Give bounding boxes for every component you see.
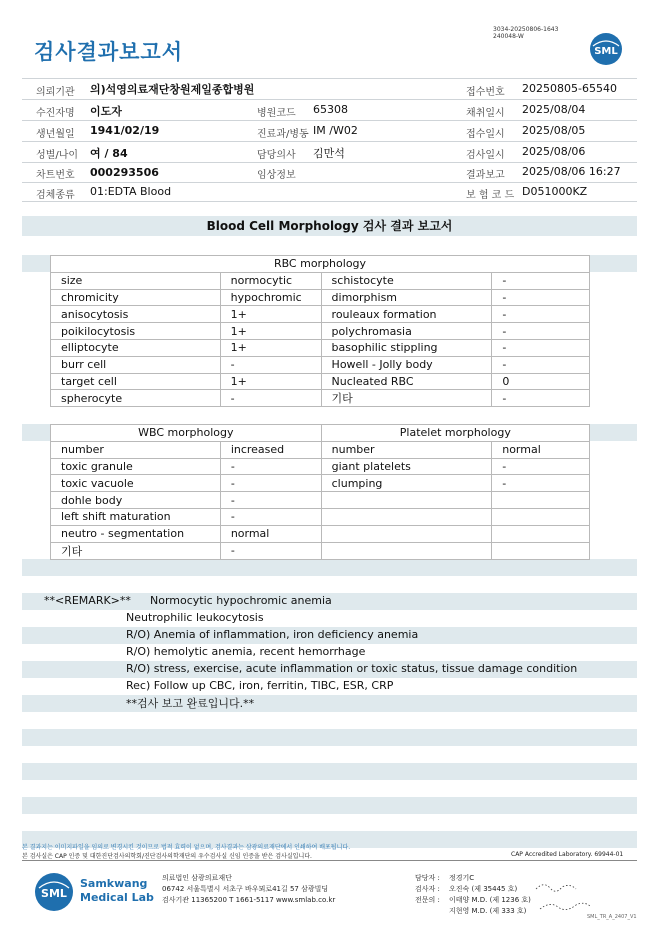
brand-name-line2: Medical Lab [80, 891, 154, 904]
rbc-result: - [492, 272, 590, 289]
row-band [22, 695, 637, 712]
sml-logo-icon [589, 32, 623, 66]
platelet-item: clumping [321, 475, 492, 492]
rbc-item: spherocyte [51, 390, 221, 407]
table-row [51, 373, 590, 390]
foundation-address: 06742 서울특별시 서초구 바우뫼로41길 57 삼광빌딩 [162, 885, 329, 893]
table-row [51, 542, 590, 559]
hospital-code-label: 병원코드 [257, 108, 296, 119]
platelet-result [492, 492, 590, 509]
dept-label: 진료과/병동 [257, 129, 309, 140]
wbc-result: - [220, 475, 321, 492]
rbc-item: anisocytosis [51, 306, 221, 323]
table-row [51, 508, 590, 525]
remark-line: **검사 보고 완료입니다.** [126, 697, 255, 710]
info-divider [22, 141, 637, 142]
wbc-result: - [220, 492, 321, 509]
wbc-item: left shift maturation [51, 508, 221, 525]
chart-no-label: 차트번호 [36, 170, 75, 181]
table-row [51, 272, 590, 289]
doctor-value: 김만석 [313, 147, 345, 160]
platelet-table-title: Platelet morphology [321, 425, 589, 442]
rbc-item: dimorphism [321, 289, 492, 306]
platelet-result [492, 542, 590, 559]
table-row [51, 492, 590, 509]
platelet-result: - [492, 475, 590, 492]
rbc-item: chromicity [51, 289, 221, 306]
remark-line: R/O) stress, exercise, acute inflammation or toxic status, tissue damage condition [126, 662, 578, 675]
table-row [51, 289, 590, 306]
rbc-item: schistocyte [321, 272, 492, 289]
sex-age-label: 성별/나이 [36, 150, 79, 161]
staff-manager-value: 정경기C [449, 874, 475, 882]
report-code-line1: 3034-20250806-1643 [493, 26, 559, 33]
rbc-result: hypochromic [220, 289, 321, 306]
report-date-value: 2025/08/06 16:27 [522, 165, 621, 178]
wbc-item: number [51, 441, 221, 458]
table-row [51, 323, 590, 340]
receipt-no-label: 접수번호 [466, 87, 505, 98]
cap-accreditation: CAP Accredited Laboratory. 69944-01 [511, 851, 624, 858]
birth-value: 1941/02/19 [90, 124, 160, 137]
sex-age-value: 여 / 84 [90, 147, 128, 160]
rbc-result: 0 [492, 373, 590, 390]
rbc-item: Nucleated RBC [321, 373, 492, 390]
rbc-result: - [492, 306, 590, 323]
rbc-item: burr cell [51, 356, 221, 373]
chart-no-value: 000293506 [90, 166, 159, 179]
form-code: SML_TR_A_2407_V1 [587, 914, 637, 920]
clinical-info-label: 임상정보 [257, 170, 296, 181]
rbc-result: - [492, 289, 590, 306]
footer-divider [22, 860, 637, 861]
staff-doctor-value: 이태양 M.D. (제 1236 호) [449, 896, 531, 904]
remark-line: R/O) Anemia of inflammation, iron deficiency anemia [126, 628, 419, 641]
footer-notice: 본 검사실은 CAP 인증 및 대한진단검사의학회/진단검사의학재단의 우수검사실 신임 인증을 받은 검사실입니다. [22, 853, 312, 860]
receive-date-label: 접수일시 [466, 129, 505, 140]
staff-tester-label: 검사자 : [415, 885, 440, 893]
rbc-item: rouleaux formation [321, 306, 492, 323]
report-code-line2: 240048-W [493, 33, 524, 40]
specimen-value: 01:EDTA Blood [90, 185, 172, 198]
birth-label: 생년월일 [36, 129, 75, 140]
table-row [51, 390, 590, 407]
rbc-result: 1+ [220, 323, 321, 340]
wbc-result: - [220, 542, 321, 559]
wbc-item: dohle body [51, 492, 221, 509]
rbc-item: target cell [51, 373, 221, 390]
table-row [51, 475, 590, 492]
rbc-item: elliptocyte [51, 339, 221, 356]
row-band [22, 763, 637, 780]
insurance-code-value: D051000KZ [522, 185, 588, 198]
wbc-item: toxic vacuole [51, 475, 221, 492]
platelet-item: giant platelets [321, 458, 492, 475]
rbc-morphology-table [50, 255, 590, 407]
signature-icon [532, 879, 592, 915]
patient-label: 수진자명 [36, 108, 75, 119]
rbc-result: - [220, 356, 321, 373]
rbc-result: 1+ [220, 306, 321, 323]
specimen-label: 검체종류 [36, 190, 75, 201]
staff-doctor-value: 지현영 M.D. (제 333 호) [449, 907, 527, 915]
sml-logo-text: SML [594, 46, 618, 57]
hospital-code-value: 65308 [313, 103, 348, 116]
receive-date-value: 2025/08/05 [522, 124, 586, 137]
rbc-result: - [220, 390, 321, 407]
dept-value: IM /W02 [313, 124, 358, 137]
test-date-value: 2025/08/06 [522, 145, 586, 158]
rbc-item: polychromasia [321, 323, 492, 340]
foundation-contact: 검사기관 11365200 T 1661-5117 www.smlab.co.kr [162, 896, 336, 904]
wbc-result: - [220, 458, 321, 475]
remark-label: **<REMARK>** [44, 594, 131, 607]
rbc-result: - [492, 339, 590, 356]
patient-value: 이도자 [90, 105, 122, 118]
remark-line: Rec) Follow up CBC, iron, ferritin, TIBC, ESR, CRP [126, 679, 394, 692]
table-row [51, 458, 590, 475]
rbc-item: 기타 [321, 390, 492, 407]
table-row [51, 441, 590, 458]
collect-date-value: 2025/08/04 [522, 103, 586, 116]
platelet-item: number [321, 441, 492, 458]
report-barcode-number [493, 26, 558, 40]
row-band [22, 797, 637, 814]
rbc-item: basophilic stippling [321, 339, 492, 356]
institution-label: 의뢰기관 [36, 87, 75, 98]
receipt-no-value: 20250805-65540 [522, 82, 617, 95]
sml-logo-icon [34, 872, 74, 912]
info-divider [22, 201, 637, 202]
rbc-item: Howell - Jolly body [321, 356, 492, 373]
rbc-result: - [492, 390, 590, 407]
rbc-result: 1+ [220, 339, 321, 356]
insurance-code-label: 보 험 코 드 [466, 190, 515, 201]
platelet-result [492, 525, 590, 542]
remark-line: R/O) hemolytic anemia, recent hemorrhage [126, 645, 366, 658]
institution-value: 의)석영의료재단창원제일종합병원 [90, 83, 255, 96]
brand-name-line1: Samkwang [80, 877, 148, 890]
wbc-result: increased [220, 441, 321, 458]
foundation-name: 의료법인 삼광의료재단 [162, 874, 232, 882]
info-divider [22, 162, 637, 163]
report-title: 검사결과보고서 [34, 40, 184, 64]
wbc-item: neutro - segmentation [51, 525, 221, 542]
rbc-result: 1+ [220, 373, 321, 390]
rbc-result: normocytic [220, 272, 321, 289]
platelet-item [321, 542, 492, 559]
remark-line: Neutrophilic leukocytosis [126, 611, 264, 624]
table-header-row [51, 425, 590, 442]
rbc-result: - [492, 356, 590, 373]
wbc-result: - [220, 508, 321, 525]
wbc-item: 기타 [51, 542, 221, 559]
staff-manager-label: 담당자 : [415, 874, 440, 882]
row-band [22, 559, 637, 576]
platelet-result: normal [492, 441, 590, 458]
wbc-result: normal [220, 525, 321, 542]
wbc-table-title: WBC morphology [51, 425, 322, 442]
rbc-table-title: RBC morphology [51, 256, 590, 273]
platelet-item [321, 492, 492, 509]
staff-tester-value: 오진숙 (제 35445 호) [449, 885, 518, 893]
table-row [51, 339, 590, 356]
doctor-label: 담당의사 [257, 150, 296, 161]
table-header-row [51, 256, 590, 273]
info-divider [22, 99, 637, 100]
remark-line: Normocytic hypochromic anemia [150, 594, 332, 607]
info-divider [22, 78, 637, 79]
footer-notice-blue: 본 결과지는 이미지파일을 임의로 변경시킨 것이므로 법적 효력이 없으며, 검사결과는 삼광의료재단에서 인쇄하여 배포됩니다. [22, 844, 351, 851]
sml-logo-text: SML [41, 887, 67, 900]
wbc-platelet-morphology-table [50, 424, 590, 560]
section-title: Blood Cell Morphology 검사 결과 보고서 [22, 216, 637, 236]
wbc-item: toxic granule [51, 458, 221, 475]
platelet-item [321, 508, 492, 525]
row-band [22, 729, 637, 746]
report-date-label: 결과보고 [466, 170, 505, 181]
rbc-result: - [492, 323, 590, 340]
platelet-item [321, 525, 492, 542]
table-row [51, 356, 590, 373]
collect-date-label: 채취일시 [466, 108, 505, 119]
test-date-label: 검사일시 [466, 150, 505, 161]
rbc-item: poikilocytosis [51, 323, 221, 340]
platelet-result: - [492, 458, 590, 475]
info-divider [22, 120, 637, 121]
rbc-item: size [51, 272, 221, 289]
info-divider [22, 182, 637, 183]
staff-doctor-label: 전문의 : [415, 896, 440, 904]
table-row [51, 306, 590, 323]
table-row [51, 525, 590, 542]
platelet-result [492, 508, 590, 525]
